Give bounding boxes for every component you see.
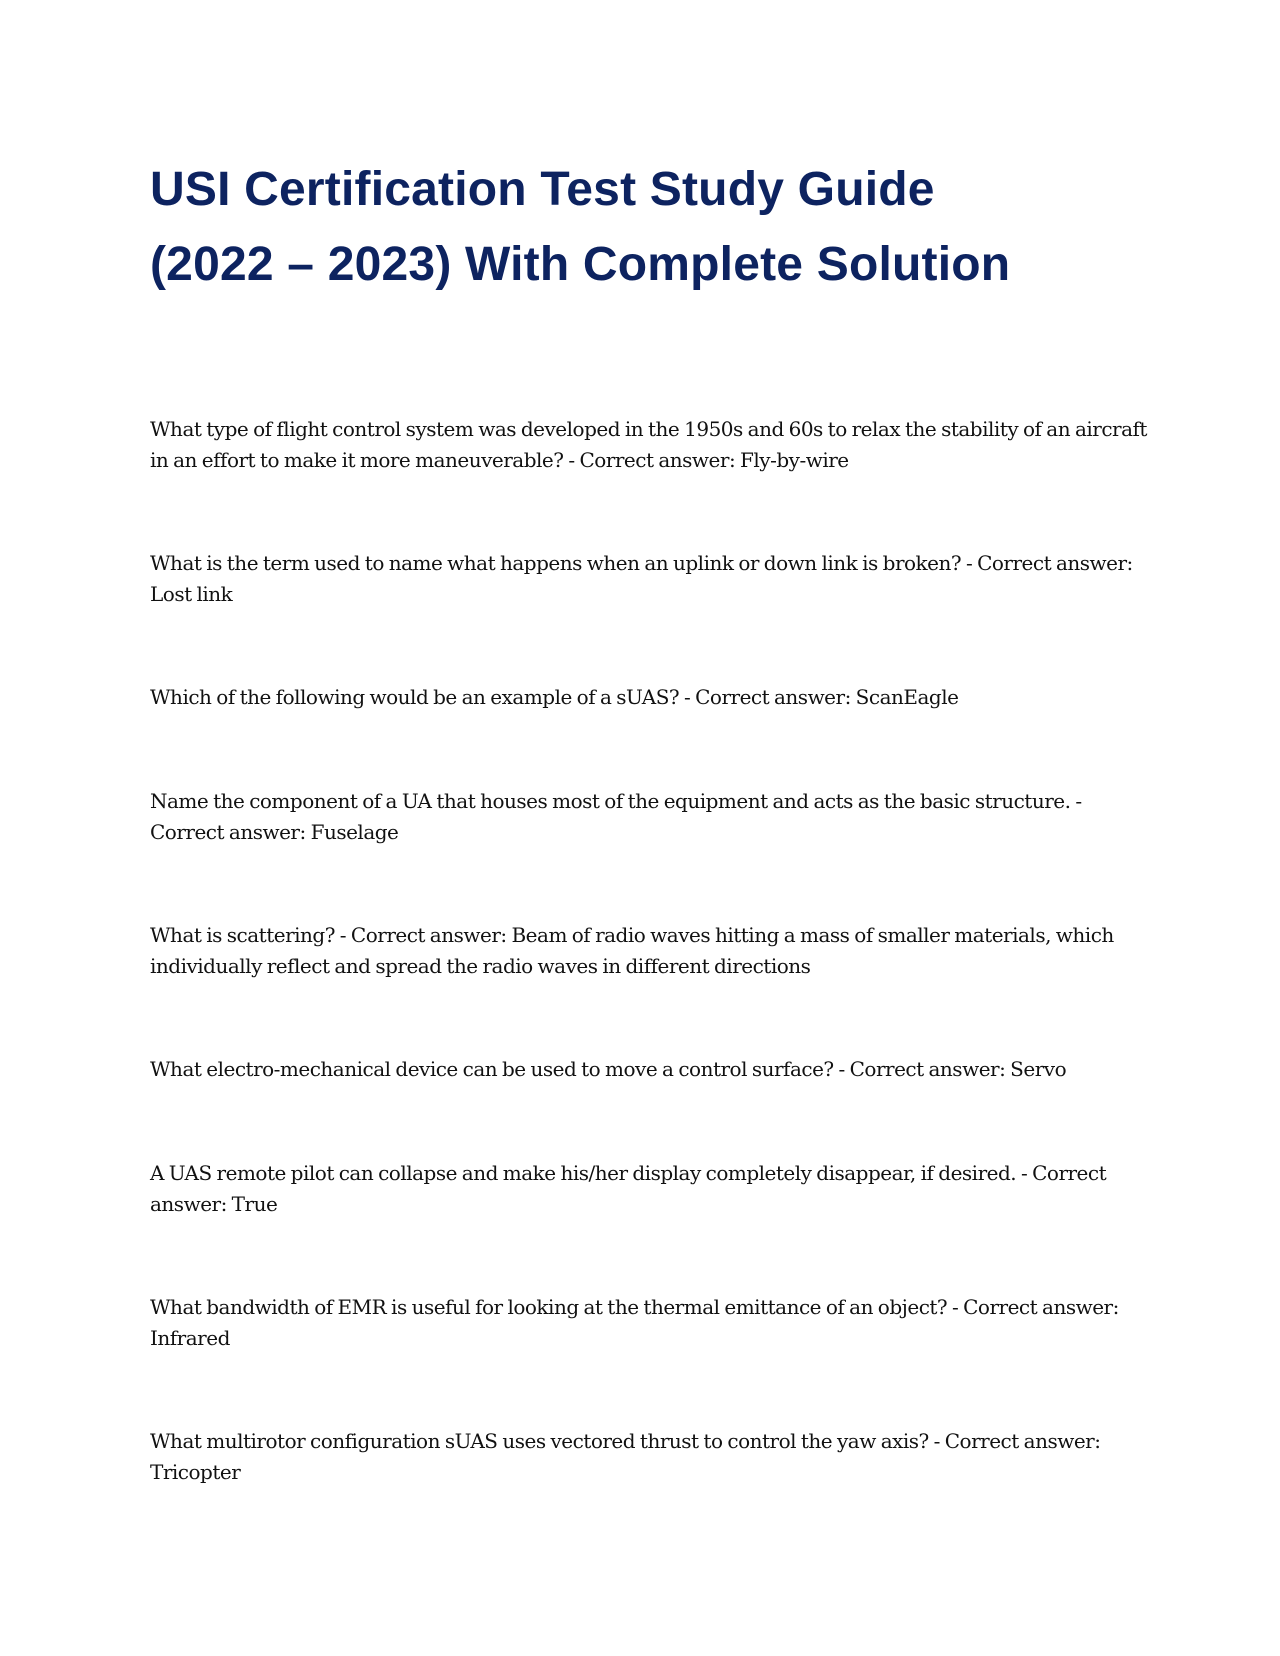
qa-item-6: What electro-mechanical device can be used to move a control surface? - Correct answer: Servo bbox=[150, 1057, 1067, 1081]
qa-item-9: What multirotor configuration sUAS uses vectored thrust to control the yaw axis? - Correct answer: Tricopter bbox=[150, 1429, 1101, 1484]
document-title bbox=[150, 152, 1170, 302]
qa-item-7: A UAS remote pilot can collapse and make his/her display completely disappear, if desired. - Correct answer: True bbox=[150, 1161, 1107, 1216]
title-line-1: USI Certification Test Study Guide bbox=[150, 163, 935, 216]
qa-item-8: What bandwidth of EMR is useful for looking at the thermal emittance of an object? - Correct answer: Infrared bbox=[150, 1295, 1119, 1350]
qa-item-4: Name the component of a UA that houses most of the equipment and acts as the basic structure. - Correct answer: Fuselage bbox=[150, 789, 1082, 844]
qa-item-2: What is the term used to name what happens when an uplink or down link is broken? - Correct answer: Lost link bbox=[150, 551, 1133, 606]
qa-item-3: Which of the following would be an example of a sUAS? - Correct answer: ScanEagle bbox=[150, 685, 959, 709]
qa-item-5: What is scattering? - Correct answer: Beam of radio waves hitting a mass of smaller materials, which individually reflect and spread the radio waves in different directions bbox=[150, 923, 1114, 978]
qa-item-1: What type of flight control system was developed in the 1950s and 60s to relax the stability of an aircraft in an effort to make it more maneuverable? - Correct answer: Fly-by-wire bbox=[150, 417, 1147, 472]
title-line-2: (2022 – 2023) With Complete Solution bbox=[150, 238, 1011, 291]
